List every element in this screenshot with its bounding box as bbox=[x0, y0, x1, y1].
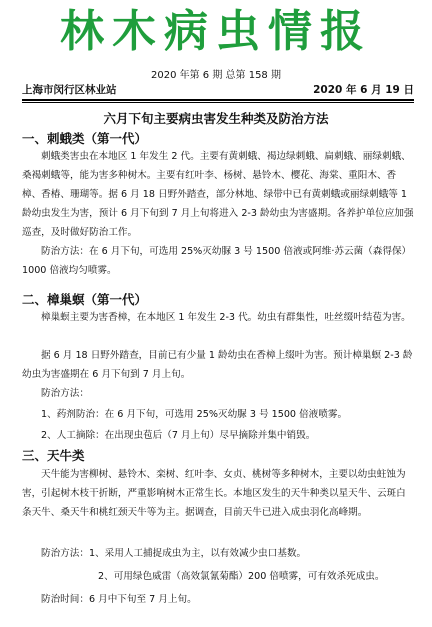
paragraph: 防治方法：在 6 月下旬，可选用 25%灭幼脲 3 号 1500 倍液或阿维·苏云菌（森得保）1000 倍液均匀喷雾。 bbox=[22, 246, 412, 276]
publish-date: 2020 年 6 月 19 日 bbox=[313, 84, 414, 96]
divider-thin bbox=[22, 102, 414, 103]
divider-thick bbox=[22, 99, 414, 101]
paragraph: 据 6 月 18 日野外踏查，目前已有少量 1 龄幼虫在香樟上缀叶为害。预计樟巢螟 2-3 龄幼虫为害盛期在 6 月下旬到 7 月上旬。 bbox=[22, 350, 413, 380]
paragraph: 樟巢螟主要为害香樟，在本地区 1 年发生 2-3 代。幼虫有群集性，吐丝缀叶结苞为害。 bbox=[41, 312, 411, 323]
article-title: 六月下旬主要病虫害发生种类及防治方法 bbox=[103, 111, 329, 126]
section-heading: 二、樟巢螟（第一代） bbox=[22, 292, 148, 307]
paragraph: 天牛能为害柳树、悬铃木、栾树、红叶李、女贞、桃树等多种树木，主要以幼虫蛀蚀为害，引起树木枝干折断，严重影响树木正常生长。本地区发生的天牛种类以星天牛、云斑白条天牛、桑天牛和桃红颈天牛等为主。据调查，目前天牛已进入成虫羽化高峰期。 bbox=[22, 469, 406, 518]
paragraph: 防治方法： bbox=[41, 388, 89, 399]
paragraph: 刺蛾类害虫在本地区 1 年发生 2 代。主要有黄刺蛾、褐边绿刺蛾、扁刺蛾、丽绿刺蛾、桑褐刺蛾等，能为害多种树木。主要有红叶李、杨树、悬铃木、樱花、海棠、重阳木、香樟、香椿、珊瑚等。据 6 月 18 日野外踏查，部分林地、绿带中已有黄刺蛾或丽绿刺蛾等 1 龄幼虫发生为害，预计 6 月下旬到 7 月上旬将进入 2-3 龄幼虫为害盛期。各养护单位应加强巡查，及时做好防治工作。 bbox=[22, 151, 414, 238]
section-heading: 一、刺蛾类（第一代） bbox=[22, 131, 148, 146]
publisher-row bbox=[22, 82, 414, 98]
section-heading: 三、天牛类 bbox=[22, 448, 85, 463]
paragraph: 1、药剂防治：在 6 月下旬，可选用 25%灭幼脲 3 号 1500 倍液喷雾。 bbox=[41, 409, 348, 420]
publisher-org: 上海市闵行区林业站 bbox=[22, 84, 117, 96]
paragraph: 防治时间：6 月中下旬至 7 月上旬。 bbox=[41, 594, 197, 605]
paragraph: 2、可用绿色威雷（高效氯氰菊酯）200 倍喷雾，可有效杀死成虫。 bbox=[98, 571, 385, 582]
paragraph: 2、人工摘除：在出现虫苞后（7 月上旬）尽早摘除并集中销毁。 bbox=[41, 430, 316, 441]
issue-line: 2020 年第 6 期 总第 158 期 bbox=[151, 70, 281, 81]
masthead: 林木病虫情报 bbox=[60, 6, 372, 57]
paragraph: 防治方法：1、采用人工捕捉成虫为主，以有效减少虫口基数。 bbox=[41, 548, 307, 559]
